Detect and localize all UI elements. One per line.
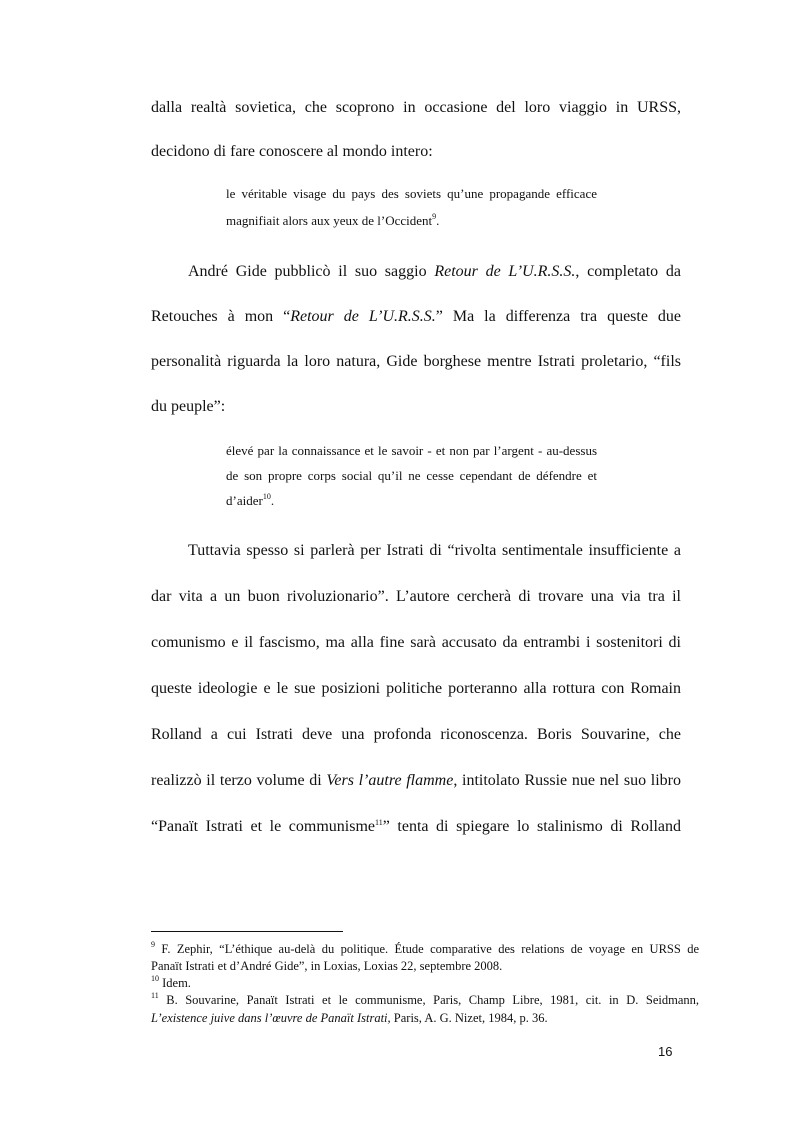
body-line: realizzò il terzo volume di Vers l’autre flamme, intitolato Russie nue nel suo libro xyxy=(151,772,681,789)
footnote-11-cont: L’existence juive dans l’œuvre de Panaït Istrati, Paris, A. G. Nizet, 1984, p. 36. xyxy=(151,1011,548,1025)
body-line: du peuple”: xyxy=(151,398,226,415)
body-line: dalla realtà sovietica, che scoprono in occasione del loro viaggio in URSS, xyxy=(151,99,681,116)
page-number: 16 xyxy=(658,1044,673,1059)
block-quote xyxy=(226,186,597,240)
block-quote xyxy=(226,443,597,520)
body-line: Rolland a cui Istrati deve una profonda riconoscenza. Boris Souvarine, che xyxy=(151,726,681,743)
quote-line: le véritable visage du pays des soviets qu’une propagande efficace xyxy=(226,186,597,201)
body-line: Retouches à mon “Retour de L’U.R.S.S.” Ma la differenza tra queste due xyxy=(151,308,682,325)
footnote-9-cont: Panaït Istrati et d’André Gide”, in Loxias, Loxias 22, septembre 2008. xyxy=(151,959,503,973)
body-line: André Gide pubblicò il suo saggio Retour de L’U.R.S.S., completato da xyxy=(188,263,682,280)
body-line: Tuttavia spesso si parlerà per Istrati di “rivolta sentimentale insufficiente a xyxy=(188,542,681,559)
body-line: decidono di fare conoscere al mondo intero: xyxy=(151,143,433,160)
quote-line: de son propre corps social qu’il ne cesse cependant de défendre et xyxy=(226,468,597,483)
body-line: personalità riguarda la loro natura, Gide borghese mentre Istrati proletario, “fils xyxy=(151,353,681,370)
body-line: comunismo e il fascismo, ma alla fine sarà accusato da entrambi i sostenitori di xyxy=(151,634,681,651)
footnote-ref[interactable]: 10 xyxy=(262,492,271,501)
quote-line: d’aider$^{10}$. xyxy=(226,492,275,508)
quote-line: magnifiait alors aux yeux de l’Occident$^9$. xyxy=(226,212,440,228)
footnote-9: $^9$ F. Zephir, “L’éthique au-delà du politique. Étude comparative des relations de voyage en URSS de xyxy=(151,940,700,956)
body-line: “Panaït Istrati et le communisme$^{11}$” tenta di spiegare lo stalinismo di Rolland xyxy=(151,818,682,835)
body-line: dar vita a un buon rivoluzionario”. L’autore cercherà di trovare una via tra il xyxy=(151,588,681,605)
footnote-separator xyxy=(151,931,343,932)
footnote-ref[interactable]: 9 xyxy=(432,212,437,221)
quote-line: élevé par la connaissance et le savoir - et non par l’argent - au-dessus xyxy=(226,443,597,458)
footnote-11: $^{11}$ B. Souvarine, Panaït Istrati et le communisme, Paris, Champ Libre, 1981, cit. in D. Seidmann, xyxy=(151,991,699,1007)
body-line: queste ideologie e le sue posizioni politiche porteranno alla rottura con Romain xyxy=(151,680,681,697)
footnote-ref[interactable]: 11 xyxy=(375,818,383,827)
footnote-10: $^{10}$ Idem. xyxy=(151,974,191,990)
